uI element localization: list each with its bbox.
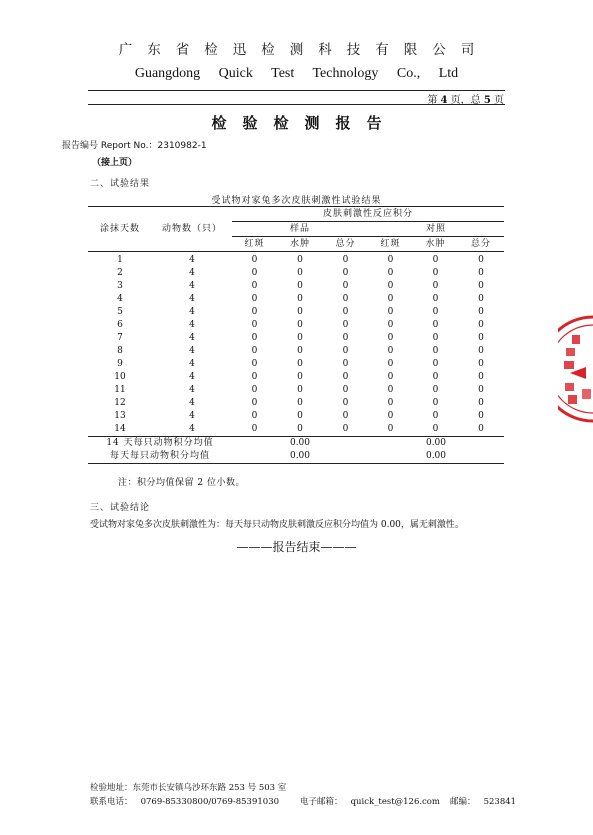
page-total: 5 [483,95,491,106]
page-label-mid: 页，总 [450,95,481,106]
table-cell: 4 [189,307,195,317]
table-cell: 1 [117,255,123,265]
sub-header: 水肿 [413,237,458,252]
table-cell: 0 [387,346,394,356]
table-cell: 0 [478,424,484,434]
report-number-label: 报告编号 Report No.： [62,141,158,151]
header-rule-bottom [88,104,505,105]
table-cell: 0 [387,281,394,291]
col-header-sample: 样品 [232,222,368,237]
page-current: 4 [440,95,448,106]
table-cell: 0 [251,320,258,330]
table-cell: 11 [114,385,126,395]
table-cell: 0 [342,255,349,265]
table-cell: 0 [387,385,394,395]
table-cell: 0 [342,281,349,291]
table-row [88,252,504,268]
col-header-day: 涂抹天数 [88,207,152,252]
table-cell: 0 [478,294,484,304]
table-cell: 0 [478,372,484,382]
table-cell: 4 [189,281,195,291]
table-cell: 6 [117,320,123,330]
table-cell: 0 [297,333,303,343]
table-cell: 0 [478,320,484,330]
table-cell: 0 [387,320,394,330]
table-cell: 0 [387,294,394,304]
table-cell: 0 [342,320,349,330]
sub-header: 总分 [458,237,504,252]
table-cell: 0 [432,359,439,369]
table-cell: 0 [478,268,484,278]
table-cell: 0 [342,398,349,408]
table-cell: 0 [387,333,394,343]
table-cell: 0 [342,372,349,382]
table-cell: 0 [432,320,439,330]
table-cell: 0 [478,307,484,317]
table-row [88,358,504,371]
table-cell: 0 [478,281,484,291]
col-header-group: 皮肤刺激性反应积分 [232,207,504,222]
table-row [88,397,504,410]
table-row [88,332,504,345]
table-cell: 12 [114,398,126,408]
table-row [88,280,504,293]
table-cell: 4 [189,268,195,278]
table-cell: 0 [432,398,439,408]
table-cell: 4 [189,346,195,356]
table-cell: 0 [297,424,303,434]
table-cell: 0 [432,411,439,421]
table-cell: 0 [342,411,349,421]
col-header-animals: 动物数（只） [152,207,232,252]
table-cell: 0 [432,307,439,317]
summary-control-value: 0.00 [368,450,504,464]
table-cell: 0 [297,255,303,265]
table-cell: 4 [189,333,195,343]
sub-header: 水肿 [277,237,323,252]
table-cell: 0 [387,411,394,421]
footer-contact [90,795,516,807]
col-header-control: 对照 [368,222,504,237]
table-cell: 0 [387,255,394,265]
table-cell: 0 [387,424,394,434]
page-label-suffix: 页 [494,95,504,106]
table-cell: 0 [297,398,303,408]
table-cell: 0 [251,268,258,278]
continued-note: （接上页） [92,158,138,168]
footer-phone: 联系电话： 0769-85330800/0769-85391030 [90,797,280,807]
table-cell: 0 [297,411,303,421]
table-cell: 0 [342,359,349,369]
table-cell: 4 [189,411,195,421]
section-results-heading: 二、试验结果 [90,179,151,189]
report-end-mark: ———报告结束——— [236,540,357,554]
table-cell: 0 [387,268,394,278]
table-cell: 0 [251,372,258,382]
table-cell: 4 [189,359,195,369]
company-name-cn: 广东省检迅检测科技有限公司 [118,42,490,58]
table-cell: 0 [432,385,439,395]
table-cell: 8 [117,346,123,356]
table-cell: 0 [342,424,349,434]
table-row [88,267,504,280]
footer-email: 电子邮箱： quick_test@126.com [300,797,440,807]
table-cell: 0 [478,411,484,421]
section-conclusion-heading: 三、试验结论 [90,503,151,513]
table-row [88,345,504,358]
official-seal-icon [558,315,593,425]
summary-control-value: 0.00 [368,437,504,451]
table-cell: 4 [189,424,195,434]
table-cell: 0 [342,385,349,395]
table-cell: 5 [117,307,123,317]
table-cell: 0 [251,385,258,395]
results-table [88,206,504,464]
table-cell: 0 [251,398,258,408]
table-cell: 0 [342,307,349,317]
table-cell: 0 [342,346,349,356]
table-cell: 14 [114,424,126,434]
table-cell: 0 [432,294,439,304]
table-cell: 0 [297,307,303,317]
table-cell: 0 [342,333,349,343]
table-cell: 0 [387,359,394,369]
sub-header: 总分 [323,237,368,252]
table-cell: 0 [251,346,258,356]
table-cell: 9 [117,359,123,369]
summary-label: 14 天每只动物积分均值 [88,437,232,451]
table-cell: 0 [432,372,439,382]
summary-sample-value: 0.00 [232,450,368,464]
table-cell: 0 [297,268,303,278]
table-cell: 2 [117,268,123,278]
table-row [88,423,504,437]
summary-row [88,450,504,464]
table-row [88,306,504,319]
table-cell: 0 [251,411,258,421]
table-row [88,410,504,423]
table-cell: 0 [297,359,303,369]
report-title: 检验检测报告 [211,114,398,132]
table-cell: 4 [189,320,195,330]
report-number [62,138,207,151]
table-note: 注：积分均值保留 2 位小数。 [118,478,245,488]
table-cell: 0 [432,346,439,356]
table-cell: 4 [189,372,195,382]
table-cell: 4 [117,294,123,304]
table-cell: 0 [432,268,439,278]
summary-row [88,437,504,451]
footer-postcode: 邮编： 523841 [450,797,517,807]
table-cell: 0 [251,424,258,434]
table-cell: 0 [478,346,484,356]
table-cell: 4 [189,294,195,304]
table-cell: 0 [432,333,439,343]
table-row [88,371,504,384]
summary-label: 每天每只动物积分均值 [88,450,232,464]
table-cell: 13 [114,411,126,421]
table-cell: 0 [251,294,258,304]
table-cell: 0 [432,424,439,434]
table-cell: 0 [387,307,394,317]
sub-header: 红斑 [368,237,413,252]
table-cell: 0 [387,398,394,408]
table-cell: 0 [342,268,349,278]
table-cell: 0 [432,281,439,291]
sub-header: 红斑 [232,237,277,252]
table-cell: 10 [114,372,126,382]
table-cell: 0 [478,333,484,343]
table-cell: 0 [478,255,484,265]
table-cell: 7 [117,333,123,343]
table-cell: 4 [189,255,195,265]
table-cell: 0 [297,372,303,382]
table-cell: 0 [297,281,303,291]
table-cell: 3 [117,281,123,291]
table-cell: 0 [387,372,394,382]
report-number-value: 2310982-1 [157,141,207,151]
summary-sample-value: 0.00 [232,437,368,451]
table-caption: 受试物对家兔多次皮肤刺激性试验结果 [211,196,382,206]
table-cell: 4 [189,398,195,408]
conclusion-text: 受试物对家兔多次皮肤刺激性为：每天每只动物皮肤刺激反应积分均值为 0.00，属无刺激性。 [90,520,464,530]
table-cell: 0 [251,281,258,291]
table-cell: 0 [251,333,258,343]
table-row [88,293,504,306]
table-cell: 0 [478,398,484,408]
page-label-prefix: 第 [427,95,438,106]
table-cell: 0 [297,294,303,304]
table-cell: 0 [342,294,349,304]
table-cell: 0 [297,320,303,330]
table-cell: 0 [251,359,258,369]
table-cell: 0 [478,385,484,395]
table-cell: 0 [297,385,303,395]
company-name-en: Guangdong Quick Test Technology Co., Ltd [134,66,459,81]
table-row [88,319,504,332]
table-row [88,384,504,397]
table-cell: 0 [297,346,303,356]
table-cell: 0 [478,359,484,369]
table-cell: 0 [251,307,258,317]
table-cell: 0 [432,255,439,265]
footer-address: 检验地址：东莞市长安镇乌沙环东路 253 号 503 室 [90,783,287,793]
table-cell: 4 [189,385,195,395]
table-cell: 0 [251,255,258,265]
